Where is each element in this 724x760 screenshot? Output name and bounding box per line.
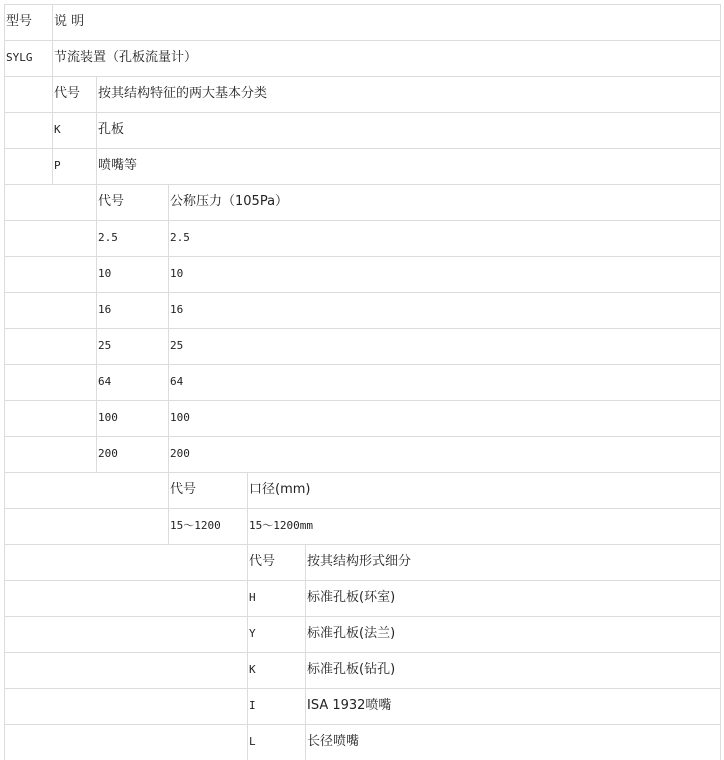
table-cell: 64	[170, 375, 184, 388]
cell-divider	[96, 220, 97, 256]
cell-divider	[52, 148, 53, 184]
cell-divider	[96, 112, 97, 148]
table-cell: 25	[98, 339, 112, 352]
table-cell: SYLG	[6, 51, 33, 64]
cell-divider	[96, 364, 97, 400]
row-divider	[4, 616, 721, 617]
cell-divider	[96, 256, 97, 292]
cell-divider	[247, 544, 248, 580]
cell-divider	[52, 4, 53, 40]
table-cell: 型号	[6, 14, 33, 29]
cell-divider	[168, 400, 169, 436]
table-cell: 喷嘴等	[98, 158, 138, 173]
cell-divider	[96, 436, 97, 472]
table-cell: 标准孔板(钻孔)	[307, 662, 396, 677]
row-divider	[4, 4, 721, 5]
row-divider	[4, 508, 721, 509]
row-divider	[4, 472, 721, 473]
cell-divider	[52, 40, 53, 76]
cell-divider	[168, 472, 169, 508]
cell-divider	[247, 508, 248, 544]
table-cell: Y	[249, 627, 256, 640]
row-divider	[4, 40, 721, 41]
table-cell: 代号	[249, 554, 276, 569]
cell-divider	[247, 580, 248, 616]
cell-divider	[168, 184, 169, 220]
cell-divider	[52, 112, 53, 148]
table-cell: 说 明	[54, 14, 85, 29]
cell-divider	[247, 616, 248, 652]
cell-divider	[96, 76, 97, 112]
row-divider	[4, 544, 721, 545]
table-cell: 口径(mm)	[249, 482, 311, 497]
table-cell: 标准孔板(法兰)	[307, 626, 396, 641]
table-border-left	[4, 4, 5, 760]
table-cell: 按其结构形式细分	[307, 554, 412, 569]
cell-divider	[305, 724, 306, 760]
row-divider	[4, 292, 721, 293]
table-cell: 15～1200mm	[249, 519, 313, 532]
row-divider	[4, 652, 721, 653]
table-cell: 64	[98, 375, 112, 388]
cell-divider	[305, 688, 306, 724]
table-cell: 孔板	[98, 122, 125, 137]
table-cell: K	[54, 123, 61, 136]
cell-divider	[247, 472, 248, 508]
row-divider	[4, 112, 721, 113]
table-cell: 2.5	[98, 231, 118, 244]
row-divider	[4, 220, 721, 221]
table-cell: 代号	[170, 482, 197, 497]
cell-divider	[305, 580, 306, 616]
table-cell: 16	[170, 303, 184, 316]
table-cell: ISA 1932喷嘴	[307, 698, 392, 713]
cell-divider	[168, 256, 169, 292]
row-divider	[4, 400, 721, 401]
cell-divider	[247, 688, 248, 724]
table-cell: 节流装置（孔板流量计）	[54, 50, 198, 65]
cell-divider	[96, 400, 97, 436]
table-cell: 16	[98, 303, 112, 316]
row-divider	[4, 256, 721, 257]
row-divider	[4, 724, 721, 725]
table-cell: 长径喷嘴	[307, 734, 360, 749]
cell-divider	[168, 292, 169, 328]
cell-divider	[247, 652, 248, 688]
row-divider	[4, 184, 721, 185]
cell-divider	[168, 364, 169, 400]
table-cell: 2.5	[170, 231, 190, 244]
table-cell: 代号	[98, 194, 125, 209]
row-divider	[4, 580, 721, 581]
cell-divider	[168, 328, 169, 364]
cell-divider	[305, 652, 306, 688]
cell-divider	[96, 148, 97, 184]
table-cell: 15～1200	[170, 519, 221, 532]
cell-divider	[247, 724, 248, 760]
table-cell: 10	[98, 267, 112, 280]
table-cell: 200	[98, 447, 118, 460]
table-border-right	[720, 4, 721, 760]
table-cell: 按其结构特征的两大基本分类	[98, 86, 268, 101]
cell-divider	[305, 616, 306, 652]
cell-divider	[96, 292, 97, 328]
row-divider	[4, 364, 721, 365]
cell-divider	[168, 220, 169, 256]
table-cell: K	[249, 663, 256, 676]
table-cell: 100	[170, 411, 190, 424]
table-cell: 100	[98, 411, 118, 424]
table-cell: 200	[170, 447, 190, 460]
cell-divider	[52, 76, 53, 112]
table-cell: I	[249, 699, 256, 712]
cell-divider	[305, 544, 306, 580]
table-cell: 25	[170, 339, 184, 352]
table-cell: P	[54, 159, 61, 172]
cell-divider	[96, 328, 97, 364]
row-divider	[4, 328, 721, 329]
row-divider	[4, 436, 721, 437]
table-cell: 公称压力（105Pa）	[170, 194, 289, 209]
table-cell: H	[249, 591, 256, 604]
cell-divider	[168, 508, 169, 544]
cell-divider	[168, 436, 169, 472]
table-cell: 10	[170, 267, 184, 280]
row-divider	[4, 148, 721, 149]
table-cell: L	[249, 735, 256, 748]
row-divider	[4, 688, 721, 689]
table-cell: 代号	[54, 86, 81, 101]
table-cell: 标准孔板(环室)	[307, 590, 396, 605]
row-divider	[4, 76, 721, 77]
cell-divider	[96, 184, 97, 220]
